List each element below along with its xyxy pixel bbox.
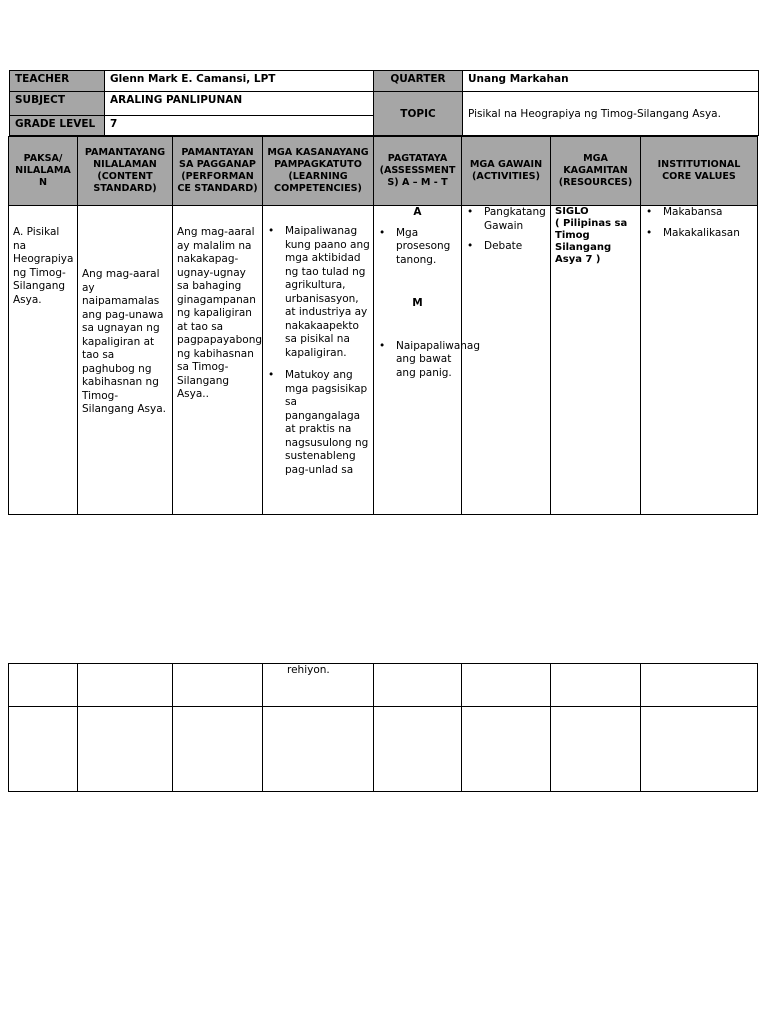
list-item: • Debate: [467, 240, 523, 252]
cont-cell: [550, 663, 641, 707]
cont-cell: [373, 706, 462, 792]
teacher-value: Glenn Mark E. Camansi, LPT: [104, 70, 374, 92]
bullet-icon: •: [646, 226, 653, 239]
competencies-cell: [262, 205, 374, 515]
col-header-activities: MGA GAWAIN (ACTIVITIES): [461, 136, 551, 206]
paksa-text: A. Pisikal na Heograpiya ng Timog-Silangang Asya.: [13, 226, 74, 306]
list-item: • Matukoy ang mga pagsisikap sa pangangalaga at praktis na nagsusulong ng sustenableng pag-unlad sa: [268, 369, 369, 476]
bullet-icon: •: [268, 225, 275, 237]
topic-label: TOPIC: [373, 91, 463, 136]
col-header-paksa: PAKSA/ NILALAMA N: [8, 136, 78, 206]
header-info-table: [9, 70, 759, 136]
bullet-icon: •: [379, 339, 386, 352]
list-item: • Naipapaliwanag ang bawat ang panig.: [379, 339, 481, 379]
competencies-list: [265, 225, 371, 477]
activities-cell: [461, 205, 551, 515]
col-header-competencies: MGA KASANAYANG PAMPAGKATUTO (LEARNING COMPETENCIES): [262, 136, 374, 206]
cont-cell: [640, 706, 758, 792]
col-header-assessment: PAGTATAYA (ASSESSMENT S) A – M - T: [373, 136, 462, 206]
resources-title: SIGLO: [555, 206, 589, 217]
content-standard-cell: [77, 205, 173, 515]
bullet-icon: •: [467, 240, 474, 252]
list-item: • Pangkatang Gawain: [467, 206, 546, 232]
quarter-value: Unang Markahan: [462, 70, 759, 92]
assessment-a-label: A: [413, 206, 422, 218]
cont-competencies-cell: [262, 663, 374, 707]
col-header-performance-standard: PAMANTAYAN SA PAGGANAP (PERFORMAN CE STANDARD): [172, 136, 263, 206]
bullet-icon: •: [268, 369, 275, 381]
bullet-icon: •: [467, 206, 474, 218]
cont-cell: [640, 663, 758, 707]
performance-standard-text: Ang mag-aaral ay malalim na nakakapag-ugnay-ugnay sa bahaging ginagampanan ng kapaligiran at tao sa pagpapayabong ng kabihasnan sa Timog-Silangang Asya..: [177, 226, 263, 400]
resources-cell: [550, 205, 641, 515]
lesson-plan-table: [8, 136, 758, 515]
cont-cell: [373, 663, 462, 707]
col-header-core-values: INSTITUTIONAL CORE VALUES: [640, 136, 758, 206]
performance-standard-cell: [172, 205, 263, 515]
assessment-a-list: [376, 227, 459, 268]
list-item: • Makakalikasan: [646, 226, 740, 239]
core-values-cell: [640, 205, 758, 515]
cont-cell: [8, 663, 78, 707]
bullet-icon: •: [646, 206, 653, 218]
assessment-m-list: [376, 339, 481, 381]
cont-cell: [461, 706, 551, 792]
bullet-icon: •: [379, 226, 386, 239]
cont-cell: [172, 663, 263, 707]
activities-list: [464, 206, 548, 254]
subject-label: SUBJECT: [9, 91, 105, 116]
list-item: • Mga prosesong tanong.: [379, 226, 451, 266]
assessment-m-label: M: [412, 297, 423, 309]
content-standard-text: Ang mag-aaral ay naipamamalas ang pag-unawa sa ugnayan ng kapaligiran at tao sa paghubog ng kabihasnan ng Timog-Silangang Asya.: [82, 268, 166, 415]
cont-cell: [172, 706, 263, 792]
assessment-cell: [373, 205, 481, 515]
subject-value: ARALING PANLIPUNAN: [104, 91, 374, 116]
list-item: • Makabansa: [646, 206, 723, 218]
cont-cell: [461, 663, 551, 707]
competency-continuation-text: rehiyon.: [287, 664, 330, 676]
continuation-table: [8, 663, 758, 792]
cont-cell: [8, 706, 78, 792]
quarter-label: QUARTER: [373, 70, 463, 92]
grade-level-label: GRADE LEVEL: [9, 115, 105, 136]
cont-cell: [262, 706, 374, 792]
paksa-cell: [8, 205, 78, 515]
core-values-list: [643, 206, 755, 240]
teacher-label: TEACHER: [9, 70, 105, 92]
col-header-content-standard: PAMANTAYANG NILALAMAN (CONTENT STANDARD): [77, 136, 173, 206]
grade-level-value: 7: [104, 115, 374, 136]
col-header-resources: MGA KAGAMITAN (RESOURCES): [550, 136, 641, 206]
topic-value: Pisikal na Heograpiya ng Timog-Silangang Asya.: [462, 91, 759, 136]
list-item: • Maipaliwanag kung paano ang mga aktibidad ng tao tulad ng agrikultura, urbanisasyon, at industriya ay nakakaapekto sa pisikal na kapaligiran.: [268, 225, 370, 359]
resources-detail: ( Pilipinas sa Timog Silangang Asya 7 ): [555, 218, 628, 265]
cont-cell: [77, 706, 173, 792]
cont-cell: [77, 663, 173, 707]
cont-cell: [550, 706, 641, 792]
